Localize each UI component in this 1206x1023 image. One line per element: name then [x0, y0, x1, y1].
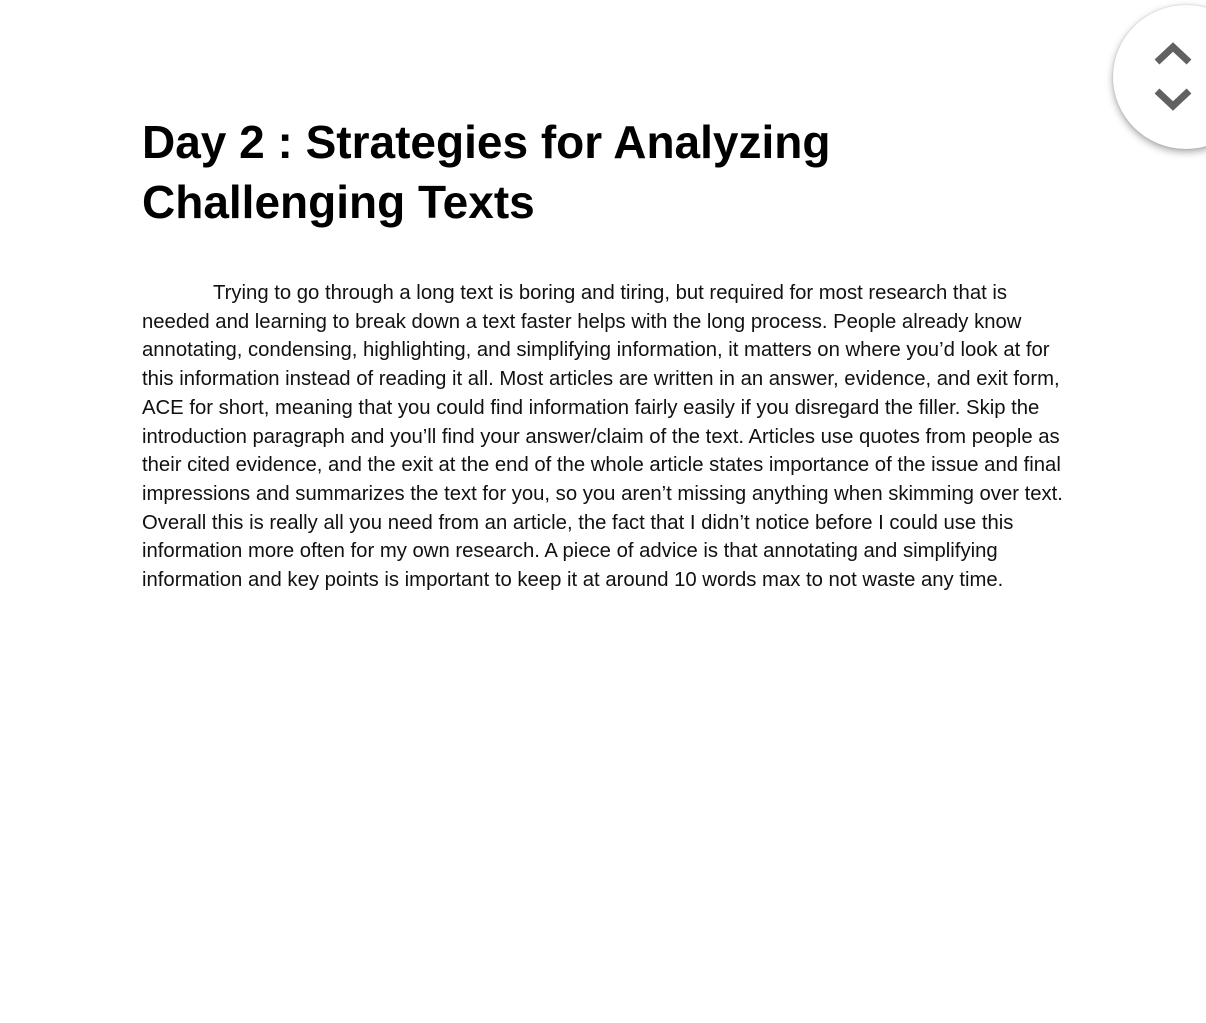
scroll-navigation-widget [1113, 5, 1206, 149]
scroll-up-button[interactable] [1149, 37, 1197, 69]
document-title: Day 2 : Strategies for Analyzing Challenging Texts [142, 116, 831, 228]
chevron-up-icon [1153, 40, 1193, 66]
document-body-paragraph: Trying to go through a long text is boring and tiring, but required for most research that is needed and learning to break down a text faster helps with the long process. People already know annotating, condensing, highlighting, and simplifying information, it matters on where you’d look at for this information instead of reading it all. Most articles are written in an answer, evidence, and exit form, ACE for short, meaning that you could find information fairly easily if you disregard the filler. Skip the introduction paragraph and you’ll find your answer/claim of the text. Articles use quotes from people as their cited evidence, and the exit at the end of the whole article states importance of the issue and final impressions and summarizes the text for you, so you aren’t missing anything when skimming over text. Overall this is really all you need from an article, the fact that I didn’t notice before I could use this information more often for my own research. A piece of advice is that annotating and simplifying information and key points is important to keep it at around 10 words max to not waste any time. [142, 282, 1063, 592]
chevron-down-icon [1153, 87, 1193, 113]
document-content [142, 112, 1072, 595]
scroll-down-button[interactable] [1149, 84, 1197, 116]
